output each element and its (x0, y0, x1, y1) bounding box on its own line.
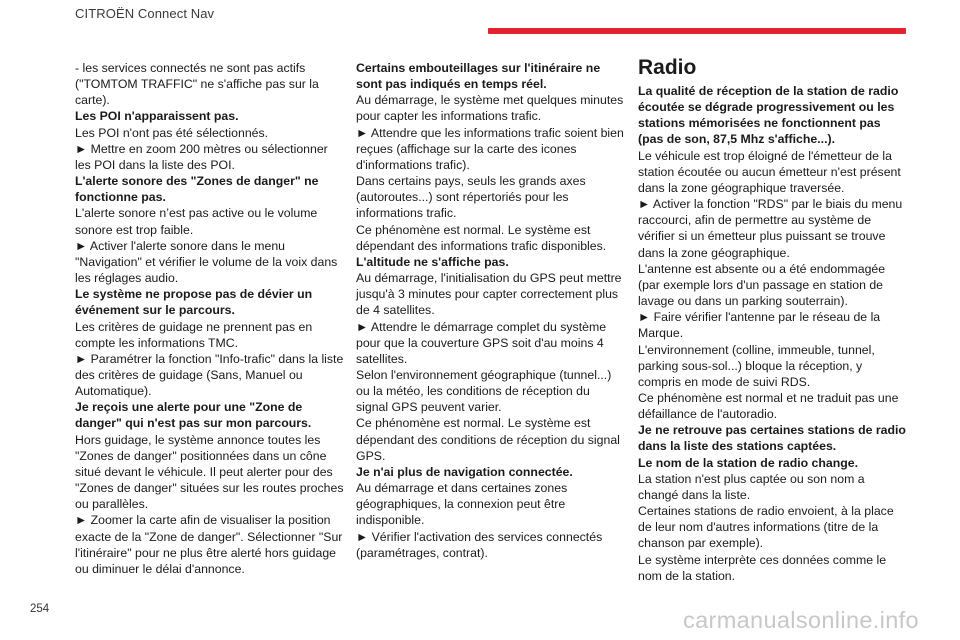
paragraph: L'environnement (colline, immeuble, tunnel, parking sous-sol...) bloque la réception, y compris en mode de suivi RDS. (638, 342, 875, 389)
question-heading: Le nom de la station de radio change. (638, 455, 859, 470)
question-heading: Je reçois une alerte pour une "Zone de danger" qui n'est pas sur mon parcours. (75, 400, 312, 431)
paragraph: L'alerte sonore n’est pas active ou le volume sonore est trop faible. (75, 206, 318, 237)
question-heading: La qualité de réception de la station de radio écoutée se dégrade progressivement ou les stations mémorisées ne fonctionnent pas (pas de son, 87,5 Mhz s'affiche...). (638, 84, 899, 147)
paragraph: ► Vérifier l'activation des services connectés (paramétrages, contrat). (356, 529, 603, 560)
paragraph: ► Attendre que les informations trafic soient bien reçues (affichage sur la carte des icones d'informations trafic). (356, 125, 624, 172)
section-title-radio: Radio (638, 56, 697, 79)
watermark: carmanualsonline.info (683, 607, 919, 633)
question-heading: Les POI n'apparaissent pas. (75, 109, 239, 124)
question-heading: Je ne retrouve pas certaines stations de radio dans la liste des stations captées. (638, 423, 906, 454)
paragraph: ► Paramétrer la fonction "Info-trafic" dans la liste des critères de guidage (Sans, Manuel ou Automatique). (75, 351, 344, 399)
header-accent-bar (488, 28, 906, 34)
paragraph: Le système interprète ces données comme le nom de la station. (638, 552, 887, 583)
question-heading: L'alerte sonore des "Zones de danger" ne fonctionne pas. (75, 174, 319, 205)
paragraph: ► Activer la fonction "RDS" par le biais du menu raccourci, afin de permettre au système de vérifier si un émetteur plus puissant se trouve dans la zone géographique. (638, 197, 903, 260)
paragraph: Les critères de guidage ne prennent pas en compte les informations TMC. (75, 319, 313, 350)
paragraph: Le véhicule est trop éloigné de l'émetteur de la station écoutée ou aucun émetteur n'est présent dans la zone géographique traversée. (638, 148, 901, 195)
paragraph: Certaines stations de radio envoient, à la place de leur nom d'autres informations (titre de la chanson par exemple). (638, 504, 894, 551)
paragraph: ► Activer l'alerte sonore dans le menu "Navigation" et vérifier le volume de la voix dans les réglages audio. (75, 238, 338, 286)
paragraph: - les services connectés ne sont pas actifs ("TOMTOM TRAFFIC" ne s'affiche pas sur la carte). (75, 61, 319, 108)
paragraph: L'antenne est absente ou a été endommagée (par exemple lors d'un passage en station de lavage ou dans un parking souterrain). (638, 261, 886, 309)
question-heading: Le système ne propose pas de dévier un événement sur le parcours. (75, 287, 313, 318)
paragraph: Au démarrage et dans certaines zones géographiques, la connexion peut être indisponible. (356, 481, 568, 528)
running-header: CITROËN Connect Nav (75, 6, 215, 21)
paragraph: ► Attendre le démarrage complet du système pour que la couverture GPS soit d'au moins 4 satellites. (356, 319, 607, 366)
paragraph: Dans certains pays, seuls les grands axes (autoroutes...) sont répertoriés pour les informations trafic. (356, 174, 586, 221)
question-heading: Certains embouteillages sur l'itinéraire ne sont pas indiqués en temps réel. (356, 61, 601, 92)
paragraph: Ce phénomène est normal et ne traduit pas une défaillance de l'autoradio. (638, 390, 899, 422)
paragraph: ► Faire vérifier l'antenne par le réseau de la Marque. (638, 310, 881, 341)
paragraph: Ce phénomène est normal. Le système est dépendant des informations trafic disponibles. (356, 222, 607, 253)
paragraph: Les POI n'ont pas été sélectionnés. (75, 125, 269, 140)
radio-section-body (638, 83, 908, 584)
paragraph: Ce phénomène est normal. Le système est dépendant des conditions de réception du signal GPS. (356, 416, 620, 463)
question-heading: Je n'ai plus de navigation connectée. (356, 464, 573, 479)
paragraph: ► Zoomer la carte afin de visualiser la position exacte de la "Zone de danger". Sélectionner "Sur l'itinéraire" pour ne plus être alerté hors guidage ou diminuer le délai d'annonce. (75, 513, 343, 576)
paragraph: Au démarrage, l'initialisation du GPS peut mettre jusqu'à 3 minutes pour capter correctement plus de 4 satellites. (356, 271, 622, 318)
paragraph: Selon l'environnement géographique (tunnel...) ou la météo, les conditions de réception du signal GPS peuvent varier. (356, 367, 612, 415)
paragraph: Au démarrage, le système met quelques minutes pour capter les informations trafic. (356, 93, 624, 124)
paragraph: Hors guidage, le système annonce toutes les "Zones de danger" positionnées dans un cône situé devant le véhicule. Il peut alerter pour des "Zones de danger" situées sur les routes proches ou parallèles. (75, 432, 344, 512)
question-heading: L'altitude ne s'affiche pas. (356, 254, 509, 269)
column-left (75, 60, 345, 577)
column-middle (356, 60, 624, 561)
paragraph: ► Mettre en zoom 200 mètres ou sélectionner les POI dans la liste des POI. (75, 141, 328, 172)
column-right (638, 56, 908, 584)
paragraph: La station n'est plus captée ou son nom a changé dans la liste. (638, 471, 865, 502)
page-number: 254 (30, 603, 50, 615)
